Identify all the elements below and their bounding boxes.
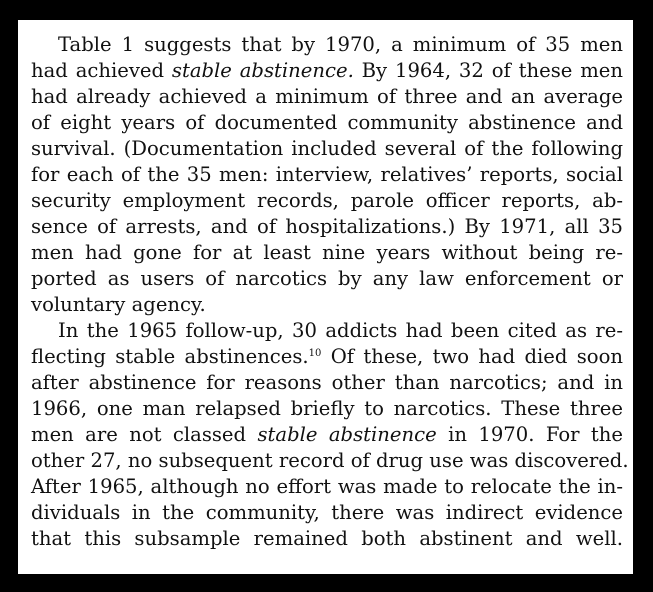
p1-line-7: security employment records, parole officer reports, ab- [31,189,623,212]
p2-line-3: after abstinence for reasons other than narcotics; and in [31,371,623,394]
p1-line-5: survival. (Documentation included several of the following [31,137,623,160]
footnote-marker: 10 [308,348,322,359]
p2-line-6: other 27, no subsequent record of drug use was discovered. [31,449,629,472]
p2-line-7: After 1965, although no effort was made to relocate the in- [31,475,623,498]
p1-line-4: of eight years of documented community abstinence and [31,111,623,134]
p2-line-4: 1966, one man relapsed briefly to narcotics. These three [31,397,623,420]
paragraph-1 [31,32,623,318]
p1-line-1: Table 1 suggests that by 1970, a minimum of 35 men [58,33,623,56]
p1-line-9: men had gone for at least nine years without being re- [31,241,623,264]
paragraph-2 [31,318,629,552]
document-page [31,32,629,552]
emphasis-text: stable abstinence. [171,59,354,82]
p1-line-2: had achieved stable abstinence. By 1964, 32 of these men [31,59,623,82]
p2-line-8: dividuals in the community, there was indirect evidence [31,501,623,524]
p2-line-1: In the 1965 follow-up, 30 addicts had been cited as re- [58,319,623,342]
emphasis-text: stable abstinence [257,423,437,446]
p2-line-5: men are not classed stable abstinence in 1970. For the [31,423,623,446]
p1-line-8: sence of arrests, and of hospitalizations.) By 1971, all 35 [31,215,623,238]
p1-line-6: for each of the 35 men: interview, relatives’ reports, social [31,163,623,186]
p1-line-10: ported as users of narcotics by any law enforcement or [31,267,623,290]
p1-line-11: voluntary agency. [31,293,206,316]
p2-line-9: that this subsample remained both abstinent and well. [31,527,623,550]
p1-line-3: had already achieved a minimum of three and an average [31,85,623,108]
p2-line-2: flecting stable abstinences.$^{10}$ Of these, two had died soon [31,345,623,368]
